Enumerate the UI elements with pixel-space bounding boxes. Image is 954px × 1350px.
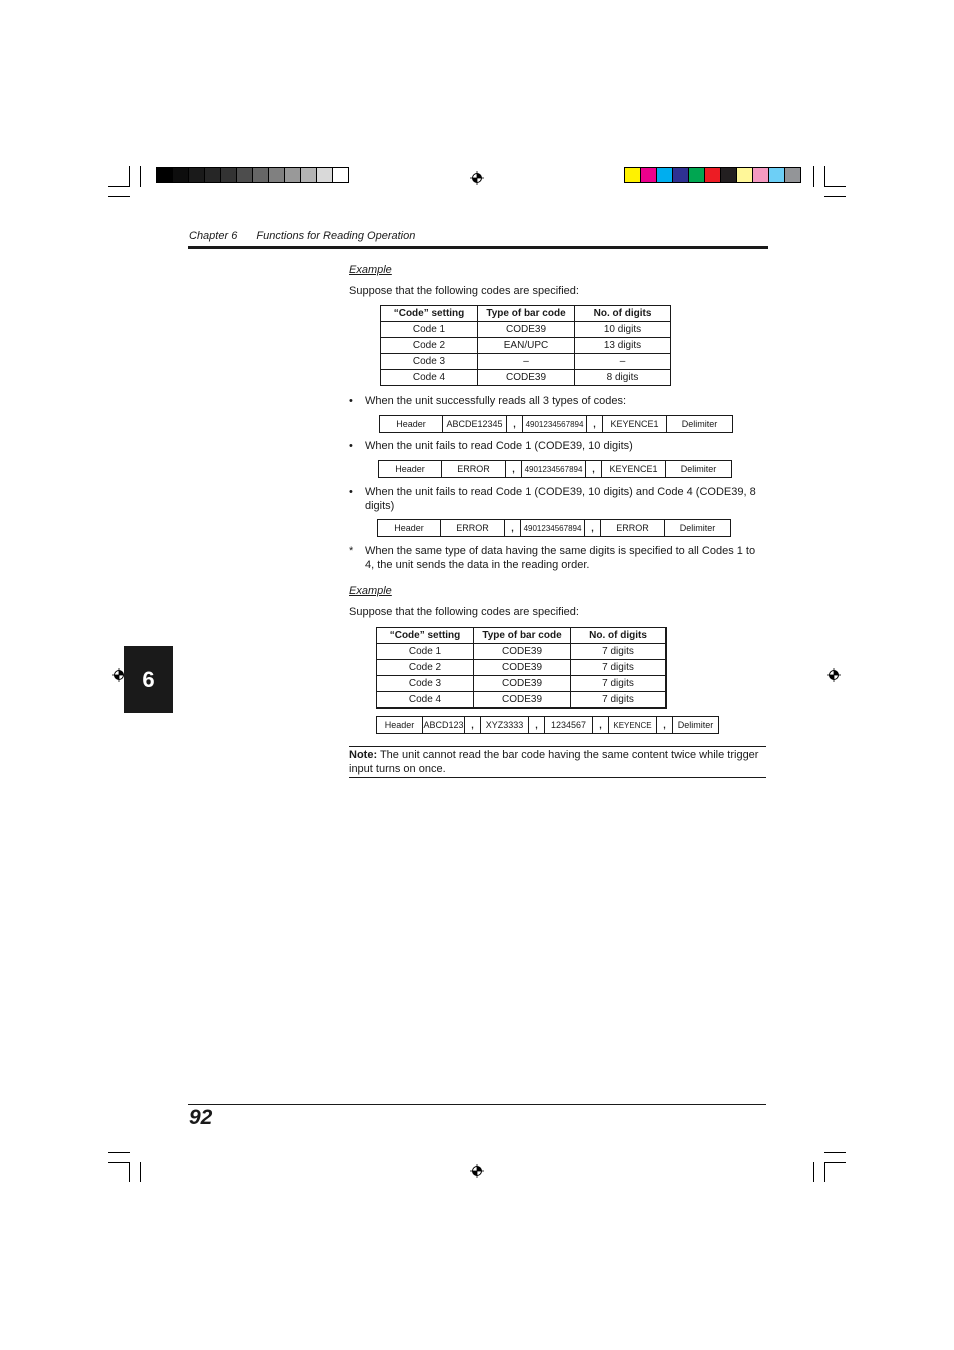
color-swatch bbox=[625, 168, 641, 182]
table-row bbox=[377, 692, 667, 709]
color-swatch bbox=[157, 168, 173, 182]
note-label: Note: bbox=[349, 749, 378, 761]
table-cell: 7 digits bbox=[571, 676, 667, 692]
output-format-row bbox=[377, 519, 731, 537]
grayscale-bar bbox=[156, 167, 349, 183]
color-swatch bbox=[769, 168, 785, 182]
table-row bbox=[381, 370, 671, 386]
column-header: “Code” setting bbox=[377, 628, 474, 644]
color-swatch bbox=[301, 168, 317, 182]
table-cell: 7 digits bbox=[571, 660, 667, 676]
color-swatch bbox=[753, 168, 769, 182]
codes-table bbox=[380, 305, 671, 386]
footer-rule bbox=[188, 1104, 766, 1105]
field-cell: Delimiter bbox=[679, 523, 716, 533]
table-cell: CODE39 bbox=[474, 692, 571, 709]
field-cell: Delimiter bbox=[677, 720, 714, 730]
table-cell: 7 digits bbox=[571, 692, 667, 709]
color-swatch bbox=[785, 168, 800, 182]
codes-table bbox=[376, 627, 667, 709]
table-cell: Code 4 bbox=[377, 692, 474, 709]
field-cell: 1234567 bbox=[545, 717, 593, 733]
table-row bbox=[377, 660, 667, 676]
separator-cell: , bbox=[506, 461, 522, 477]
page-number: 92 bbox=[189, 1106, 213, 1129]
field-cell: Header bbox=[378, 520, 441, 536]
intro-text: Suppose that the following codes are specified: bbox=[349, 285, 579, 297]
table-cell: Code 2 bbox=[377, 660, 474, 676]
color-swatch bbox=[317, 168, 333, 182]
table-cell: CODE39 bbox=[474, 644, 571, 660]
chapter-tab: 6 bbox=[124, 646, 173, 713]
table-cell: Code 2 bbox=[381, 338, 478, 354]
table-cell: EAN/UPC bbox=[478, 338, 575, 354]
field-cell: Header bbox=[380, 416, 443, 432]
table-cell: – bbox=[478, 354, 575, 370]
field-cell: 4901234567894 bbox=[521, 520, 585, 536]
table-cell: CODE39 bbox=[478, 322, 575, 338]
field-cell: Header bbox=[379, 461, 442, 477]
field-cell: Delimiter bbox=[681, 419, 718, 429]
chapter-title: Functions for Reading Operation bbox=[256, 230, 416, 242]
field-cell: 4901234567894 bbox=[523, 416, 587, 432]
color-bar bbox=[624, 167, 801, 183]
bullet-text: When the unit successfully reads all 3 types of codes: bbox=[365, 395, 627, 407]
table-cell: – bbox=[575, 354, 671, 370]
registration-mark-icon bbox=[470, 1164, 484, 1178]
intro-text: Suppose that the following codes are specified: bbox=[349, 606, 579, 618]
running-header bbox=[189, 230, 415, 242]
table-cell: Code 1 bbox=[377, 644, 474, 660]
table-cell: Code 3 bbox=[377, 676, 474, 692]
column-header: Type of bar code bbox=[478, 306, 575, 322]
table-row bbox=[377, 676, 667, 692]
footnote bbox=[349, 544, 761, 572]
table-row bbox=[381, 322, 671, 338]
field-cell: ERROR bbox=[441, 520, 505, 536]
note-text: The unit cannot read the bar code having the same content twice while trigger input turns on once. bbox=[349, 749, 759, 775]
color-swatch bbox=[641, 168, 657, 182]
bullet-text: When the unit fails to read Code 1 (CODE39, 10 digits) bbox=[365, 440, 633, 452]
bullet-mark: • bbox=[349, 395, 353, 407]
table-cell: CODE39 bbox=[474, 676, 571, 692]
color-swatch bbox=[657, 168, 673, 182]
separator-cell: , bbox=[529, 717, 545, 733]
separator-cell: , bbox=[587, 416, 603, 432]
example-label: Example bbox=[349, 264, 392, 276]
color-swatch bbox=[173, 168, 189, 182]
color-swatch bbox=[269, 168, 285, 182]
bullet-item bbox=[349, 439, 761, 453]
table-cell: 10 digits bbox=[575, 322, 671, 338]
field-cell: ABCDE12345 bbox=[443, 416, 507, 432]
field-cell: ERROR bbox=[601, 520, 665, 536]
table-cell: Code 3 bbox=[381, 354, 478, 370]
registration-mark-icon bbox=[470, 171, 484, 185]
column-header: “Code” setting bbox=[381, 306, 478, 322]
color-swatch bbox=[333, 168, 348, 182]
output-format-row bbox=[378, 460, 732, 478]
header-rule bbox=[188, 246, 768, 249]
bullet-text: When the unit fails to read Code 1 (CODE39, 10 digits) and Code 4 (CODE39, 8 digits) bbox=[365, 486, 756, 512]
color-swatch bbox=[189, 168, 205, 182]
separator-cell: , bbox=[657, 717, 673, 733]
color-swatch bbox=[673, 168, 689, 182]
color-swatch bbox=[221, 168, 237, 182]
separator-cell: , bbox=[586, 461, 602, 477]
table-row bbox=[381, 354, 671, 370]
field-cell: 4901234567894 bbox=[522, 461, 586, 477]
field-cell: KEYENCE1 bbox=[602, 461, 666, 477]
separator-cell: , bbox=[585, 520, 601, 536]
separator-cell: , bbox=[593, 717, 609, 733]
table-row bbox=[381, 338, 671, 354]
field-cell: KEYENCE1 bbox=[603, 416, 667, 432]
table-cell: 8 digits bbox=[575, 370, 671, 386]
field-cell: ABCD123 bbox=[423, 717, 465, 733]
separator-cell: , bbox=[507, 416, 523, 432]
color-swatch bbox=[205, 168, 221, 182]
color-swatch bbox=[253, 168, 269, 182]
color-swatch bbox=[705, 168, 721, 182]
bullet-mark: • bbox=[349, 440, 353, 452]
field-cell: ERROR bbox=[442, 461, 506, 477]
table-row bbox=[377, 644, 667, 660]
field-cell: KEYENCE bbox=[609, 717, 657, 733]
table-cell: CODE39 bbox=[474, 660, 571, 676]
note-box bbox=[349, 746, 766, 778]
separator-cell: , bbox=[465, 717, 481, 733]
footnote-text: When the same type of data having the same digits is specified to all Codes 1 to 4, the unit sends the data in the reading order. bbox=[365, 545, 756, 571]
color-swatch bbox=[689, 168, 705, 182]
column-header: No. of digits bbox=[571, 628, 667, 644]
footnote-mark: * bbox=[349, 545, 354, 557]
table-cell: Code 4 bbox=[381, 370, 478, 386]
table-cell: Code 1 bbox=[381, 322, 478, 338]
output-format-row bbox=[379, 415, 733, 433]
registration-mark-icon bbox=[827, 668, 841, 682]
column-header: No. of digits bbox=[575, 306, 671, 322]
field-cell: Header bbox=[377, 717, 423, 733]
example-label: Example bbox=[349, 585, 392, 597]
color-swatch bbox=[285, 168, 301, 182]
chapter-label: Chapter 6 bbox=[189, 230, 238, 242]
table-cell: CODE39 bbox=[478, 370, 575, 386]
table-cell: 13 digits bbox=[575, 338, 671, 354]
table-cell: 7 digits bbox=[571, 644, 667, 660]
field-cell: XYZ3333 bbox=[481, 717, 529, 733]
color-swatch bbox=[721, 168, 737, 182]
separator-cell: , bbox=[505, 520, 521, 536]
field-cell: Delimiter bbox=[680, 464, 717, 474]
color-swatch bbox=[737, 168, 753, 182]
output-format-row bbox=[376, 716, 719, 734]
bullet-item bbox=[349, 485, 761, 513]
bullet-item bbox=[349, 394, 761, 408]
color-swatch bbox=[237, 168, 253, 182]
column-header: Type of bar code bbox=[474, 628, 571, 644]
bullet-mark: • bbox=[349, 486, 353, 498]
